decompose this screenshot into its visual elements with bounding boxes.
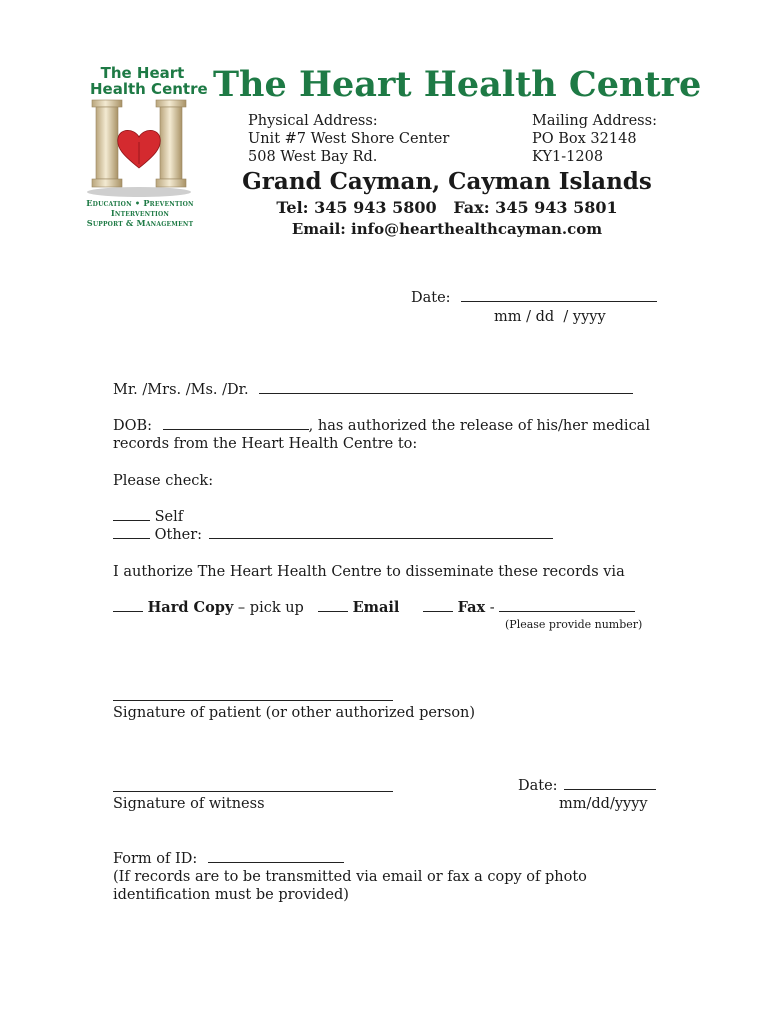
city-heading: Grand Cayman, Cayman Islands <box>242 168 652 195</box>
fax-dash: - <box>485 600 495 616</box>
other-checkbox[interactable] <box>113 526 150 539</box>
fax-option-label: Fax <box>457 599 486 616</box>
hard-copy-suffix: – pick up <box>233 600 304 616</box>
mailing-address-label: Mailing Address: <box>532 113 657 129</box>
self-label: Self <box>154 509 184 525</box>
fax-number-field[interactable] <box>499 599 635 612</box>
fax-number-note: (Please provide number) <box>505 618 643 631</box>
hard-copy-checkbox[interactable] <box>113 599 143 612</box>
witness-date-format: mm/dd/yyyy <box>559 796 648 812</box>
logo-tagline-line1: Education • Prevention <box>86 198 194 208</box>
witness-date-label: Date: <box>518 778 558 794</box>
mailing-address-line1: PO Box 32148 <box>532 131 637 147</box>
tel-fax: Tel: 345 943 5800 Fax: 345 943 5801 <box>276 198 618 217</box>
physical-address-line2: 508 West Bay Rd. <box>248 149 378 165</box>
other-label: Other: <box>154 527 203 543</box>
logo-tagline-line3: Support & Management <box>86 218 194 228</box>
authorize-text: I authorize The Heart Health Centre to disseminate these records via <box>113 564 625 580</box>
heart-columns-icon <box>84 98 194 198</box>
email-line: Email: info@hearthealthcayman.com <box>291 220 603 238</box>
witness-date-field[interactable] <box>564 777 656 790</box>
form-of-id-field[interactable] <box>208 850 344 863</box>
name-label: Mr. /Mrs. /Ms. /Dr. <box>113 382 249 398</box>
logo-tagline-line2: Intervention <box>110 208 170 218</box>
patient-signature-label: Signature of patient (or other authorized person) <box>113 705 476 721</box>
dob-label: DOB: <box>113 418 153 434</box>
self-checkbox[interactable] <box>113 508 150 521</box>
fax-checkbox[interactable] <box>423 599 453 612</box>
form-of-id-label: Form of ID: <box>113 851 198 867</box>
logo-title-line1: The Heart <box>100 64 185 82</box>
logo-title-line2: Health Centre <box>90 80 208 98</box>
please-check-label: Please check: <box>113 473 214 489</box>
hard-copy-label: Hard Copy <box>147 599 234 616</box>
physical-address-label: Physical Address: <box>248 113 378 129</box>
physical-address-line1: Unit #7 West Shore Center <box>248 131 450 147</box>
patient-signature-line[interactable] <box>113 700 393 701</box>
id-note-line1: (If records are to be transmitted via email or fax a copy of photo <box>113 869 587 885</box>
email-option-label: Email <box>352 599 400 616</box>
brand-title: The Heart Health Centre <box>213 64 702 105</box>
witness-signature-line[interactable] <box>113 791 393 792</box>
witness-signature-label: Signature of witness <box>113 796 265 812</box>
dob-authorization-text: , has authorized the release of his/her medical <box>308 418 650 434</box>
mailing-address-line2: KY1-1208 <box>532 149 604 165</box>
id-note-line2: identification must be provided) <box>113 887 349 903</box>
date-field[interactable] <box>461 289 657 302</box>
date-format-hint: mm / dd / yyyy <box>494 309 606 325</box>
date-label: Date: <box>411 290 451 306</box>
dob-field[interactable] <box>163 417 309 430</box>
email-checkbox[interactable] <box>318 599 348 612</box>
dob-authorization-text-2: records from the Heart Health Centre to: <box>113 436 418 452</box>
name-field[interactable] <box>259 381 633 394</box>
other-field[interactable] <box>209 526 553 539</box>
